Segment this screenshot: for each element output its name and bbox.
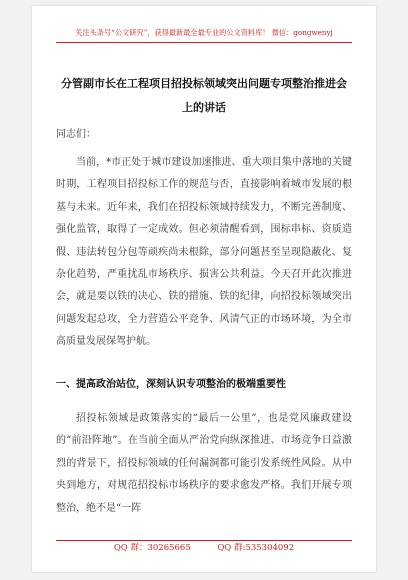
top-banner: 关注头条号“公文研究”，获得最新最全最专业的公文资料库！ 微信：gongwenyj — [75, 28, 333, 37]
footer-qq-group-1: QQ 群：30265665 — [113, 543, 191, 553]
body-paragraph: 招投标领域是政策落实的“最后一公里”，也是党风廉政建设的“前沿阵地”。在当前全面从严治党向纵深推进、市场竞争日益激烈的背景下，招投标领域的任何漏洞都可能引发系统性风险。从中央到地方，对规范招投标市场秩序的要求愈发严格。我们开展专项整治，绝不是“一阵 — [56, 413, 352, 514]
footer — [32, 541, 376, 555]
section-heading: 一、提高政治站位，深刻认识专项整治的极端重要性 — [56, 379, 286, 390]
salutation: 同志们： — [56, 129, 96, 140]
document-page — [32, 6, 376, 572]
document-title: 分管副市长在工程项目招投标领域突出问题专项整治推进会上的讲话 — [61, 77, 347, 114]
body-paragraph: 当前，*市正处于城市建设加速推进、重大项目集中落地的关键时期，工程项目招投标工作的规范与否，直接影响着城市发展的根基与未来。近年来，我们在招投标领域持续发力，不断完善制度、强化监管，取得了一定成效。但必须清醒看到，围标串标、资质造假、违法转包分包等顽疾尚未根除，部分问题甚至呈现隐蔽化、复杂化趋势，严重扰乱市场秩序、损害公共利益。今天召开此次推进会，就是要以铁的决心、铁的措施、铁的纪律，向招投标领域突出问题发起总攻，全力营造公平竞争、风清气正的市场环境，为全市高质量发展保驾护航。 — [56, 157, 352, 348]
top-divider — [56, 42, 352, 43]
footer-qq-group-2: QQ 群:535304092 — [217, 543, 295, 553]
